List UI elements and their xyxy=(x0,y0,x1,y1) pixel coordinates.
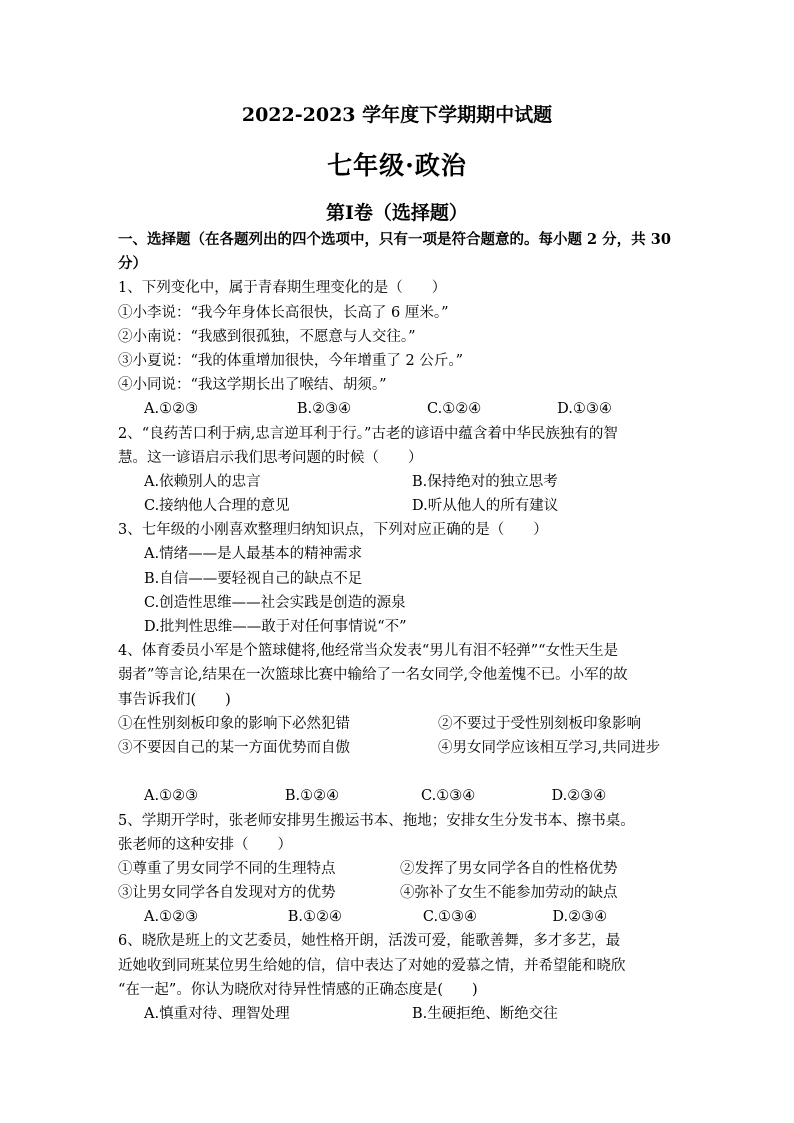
statement-row xyxy=(118,712,680,736)
question-stem: 1、下列变化中，属于青春期生理变化的是（ ） xyxy=(118,280,447,297)
option-b[interactable]: B.②③④ xyxy=(296,401,352,418)
option-b[interactable]: B.①②④ xyxy=(284,788,340,805)
question-4 xyxy=(118,639,680,808)
statement-row xyxy=(118,736,680,784)
statement: ③不要因自己的某一方面优势而自傲 xyxy=(118,739,350,756)
option-c[interactable]: C.接纳他人合理的意见 xyxy=(144,498,290,515)
question-stem: 6、晓欣是班上的文艺委员，她性格开朗，活泼可爱，能歌善舞，多才多艺，最 xyxy=(118,933,621,950)
option-c[interactable]: C.①③④ xyxy=(421,788,476,805)
option-b[interactable]: B.自信——要轻视自己的缺点不足 xyxy=(144,570,363,587)
statement: ②发挥了男女同学各自的性格优势 xyxy=(400,860,618,877)
question-stem: 张老师的这种安排（ ） xyxy=(118,836,292,853)
statement: ①尊重了男女同学不同的生理特点 xyxy=(118,860,336,877)
question-stem: 事告诉我们( ) xyxy=(118,691,231,708)
statement: ③小夏说：“我的体重增加很快，今年增重了 2 公斤。” xyxy=(118,352,464,369)
option-a[interactable]: A.①②③ xyxy=(144,909,199,926)
options-row xyxy=(118,905,680,929)
option-d[interactable]: D.①③④ xyxy=(557,401,612,418)
section-heading: 一、选择题（在各题列出的四个选项中，只有一项是符合题意的。每小题 2 分，共 30 分） xyxy=(118,231,671,273)
question-5 xyxy=(118,809,680,930)
statement: ①小李说：“我今年身体长高很快，长高了 6 厘米。” xyxy=(118,304,449,321)
option-a[interactable]: A.慎重对待、理智处理 xyxy=(144,1006,290,1023)
option-d[interactable]: D.批判性思维——敢于对任何事情说“不” xyxy=(144,619,407,636)
question-stem: “在一起”。你认为晓欣对待异性情感的正确态度是( ) xyxy=(118,981,478,998)
question-stem: 2、“良药苦口利于病,忠言逆耳利于行。”古老的谚语中蕴含着中华民族独有的智 xyxy=(118,425,618,442)
question-stem: 4、体育委员小军是个篮球健将,他经常当众发表“男儿有泪不轻弹”“女性天生是 xyxy=(118,643,619,660)
option-a[interactable]: A.①②③ xyxy=(144,401,199,418)
statement: ②小南说：“我感到很孤独，不愿意与人交往。” xyxy=(118,328,416,345)
options-row xyxy=(118,784,680,808)
question-2 xyxy=(118,422,680,519)
question-stem: 弱者”等言论,结果在一次篮球比赛中输给了一名女同学,令他羞愧不已。小军的故 xyxy=(118,667,628,684)
option-c[interactable]: C.创造性思维——社会实践是创造的源泉 xyxy=(144,594,406,611)
question-stem: 慧。这一谚语启示我们思考问题的时候（ ） xyxy=(118,449,423,466)
option-a[interactable]: A.依赖别人的忠言 xyxy=(144,473,261,490)
option-d[interactable]: D.②③④ xyxy=(552,909,608,926)
option-a[interactable]: A.①②③ xyxy=(144,788,199,805)
exam-subject: 七年级·政治 xyxy=(327,151,467,180)
option-c[interactable]: C.①③④ xyxy=(422,909,478,926)
options-row xyxy=(118,397,680,421)
exam-body xyxy=(118,228,680,1026)
statement: ②不要过于受性别刻板印象影响 xyxy=(438,715,641,732)
option-d[interactable]: D.②③④ xyxy=(551,788,607,805)
option-b[interactable]: B.保持绝对的独立思考 xyxy=(412,473,558,490)
question-stem: 5、学期开学时，张老师安排男生搬运书本、拖地；安排女生分发书本、擦书桌。 xyxy=(118,812,635,829)
question-stem: 3、七年级的小刚喜欢整理归纳知识点，下列对应正确的是（ ） xyxy=(118,522,548,539)
exam-title: 2022-2023 学年度下学期期中试题 xyxy=(241,104,553,126)
option-a[interactable]: A.情绪——是人最基本的精神需求 xyxy=(144,546,363,563)
option-c[interactable]: C.①②④ xyxy=(427,401,482,418)
options-row xyxy=(118,494,680,518)
question-stem: 近她收到同班某位男生给她的信，信中表达了对她的爱慕之情，并希望能和晓欣 xyxy=(118,957,626,974)
statement-row xyxy=(118,881,680,905)
exam-volume-title: 第Ⅰ卷（选择题） xyxy=(326,202,468,224)
options-row xyxy=(118,1002,680,1026)
question-6 xyxy=(118,929,680,1026)
statement: ④小同说：“我这学期长出了喉结、胡须。” xyxy=(118,377,387,394)
statement: ④弥补了女生不能参加劳动的缺点 xyxy=(400,885,618,902)
statement: ④男女同学应该相互学习,共同进步 xyxy=(438,739,661,756)
options-row xyxy=(118,470,680,494)
statement: ①在性别刻板印象的影响下必然犯错 xyxy=(118,715,350,732)
statement: ③让男女同学各自发现对方的优势 xyxy=(118,885,336,902)
question-3 xyxy=(118,518,680,639)
option-d[interactable]: D.听从他人的所有建议 xyxy=(412,498,559,515)
option-b[interactable]: B.生硬拒绝、断绝交往 xyxy=(412,1006,558,1023)
option-b[interactable]: B.①②④ xyxy=(287,909,342,926)
statement-row xyxy=(118,857,680,881)
question-1 xyxy=(118,276,680,421)
